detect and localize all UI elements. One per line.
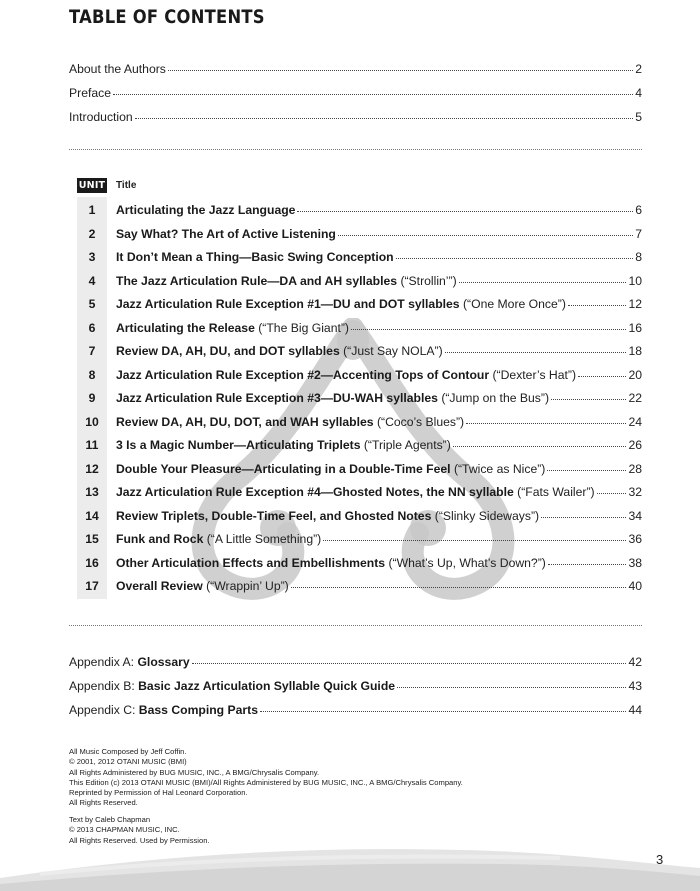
unit-song-title: (“What’s Up, What’s Down?”)	[388, 555, 546, 570]
credit-line: © 2013 CHAPMAN MUSIC, INC.	[69, 825, 180, 835]
unit-entry-title	[116, 532, 321, 546]
unit-number: 14	[85, 508, 99, 523]
leader-dots	[551, 399, 626, 400]
unit-entry-title	[116, 227, 336, 241]
unit-title: The Jazz Articulation Rule—DA and AH syllables	[116, 273, 398, 288]
unit-entry-title	[116, 415, 464, 429]
unit-number: 12	[85, 461, 99, 476]
credit-line: All Rights Reserved. Used by Permission.	[69, 835, 210, 845]
unit-title: Say What? The Art of Active Listening	[116, 226, 336, 241]
unit-entry[interactable]	[116, 321, 642, 335]
unit-entry-title	[116, 462, 545, 476]
unit-number: 8	[88, 367, 96, 382]
unit-entry[interactable]	[116, 274, 642, 288]
unit-number: 6	[88, 320, 96, 335]
unit-entry[interactable]	[116, 344, 642, 358]
toc-page-number: 32	[628, 485, 642, 499]
toc-entry-about-authors[interactable]	[69, 62, 642, 76]
leader-dots	[397, 687, 626, 688]
unit-entry-title	[116, 438, 451, 452]
leader-dots	[445, 352, 627, 353]
appendix-title: Bass Comping Parts	[138, 703, 258, 717]
unit-entry-title	[116, 368, 576, 382]
appendix-prefix: Appendix C:	[69, 703, 136, 717]
section-divider	[69, 149, 642, 150]
leader-dots	[351, 329, 626, 330]
toc-entry-appendix-b[interactable]	[69, 679, 642, 693]
leader-dots	[338, 235, 633, 236]
unit-entry[interactable]	[116, 509, 642, 523]
unit-title: Overall Review	[116, 579, 203, 593]
leader-dots	[548, 564, 627, 565]
toc-page-number: 22	[628, 391, 642, 405]
unit-entry[interactable]	[116, 556, 642, 570]
leader-dots	[547, 470, 626, 471]
toc-page-number: 18	[628, 344, 642, 358]
unit-number: 9	[88, 391, 96, 405]
toc-page-number: 36	[628, 532, 642, 546]
toc-page-number: 28	[628, 461, 642, 476]
unit-entry[interactable]	[116, 579, 642, 593]
toc-entry-title: Introduction	[69, 110, 133, 124]
unit-song-title: (“A Little Something”)	[206, 532, 322, 546]
toc-entry-appendix-a[interactable]	[69, 655, 642, 669]
unit-title: Review DA, AH, DU, and DOT syllables	[116, 344, 340, 358]
unit-entry-title	[116, 391, 549, 405]
music-credits	[69, 747, 463, 809]
unit-entry[interactable]	[116, 368, 642, 382]
toc-page-number: 44	[628, 703, 642, 717]
unit-title: Jazz Articulation Rule Exception #4—Ghosted Notes, the NN syllable	[116, 485, 514, 499]
leader-dots	[597, 493, 627, 494]
unit-number: 5	[88, 297, 96, 311]
unit-number: 4	[88, 273, 96, 288]
toc-entry-introduction[interactable]	[69, 110, 642, 124]
unit-song-title: (“Triple Agents”)	[363, 438, 451, 452]
unit-number: 1	[88, 203, 96, 217]
toc-page-number: 42	[628, 655, 642, 669]
unit-entry[interactable]	[116, 415, 642, 429]
section-divider	[69, 625, 642, 626]
leader-dots	[541, 517, 626, 518]
appendix-prefix: Appendix B:	[69, 679, 135, 693]
unit-number: 17	[85, 579, 99, 593]
unit-entry[interactable]	[116, 438, 642, 452]
toc-page-number: 16	[628, 320, 642, 335]
unit-number: 11	[85, 438, 99, 452]
toc-entry-appendix-c[interactable]	[69, 703, 642, 717]
toc-page-number: 34	[628, 508, 642, 523]
leader-dots	[453, 446, 627, 447]
leader-dots	[578, 376, 626, 377]
toc-page-number: 38	[628, 555, 642, 570]
unit-entry-title	[116, 250, 394, 264]
leader-dots	[323, 540, 626, 541]
toc-page-number: 5	[635, 110, 642, 124]
unit-number: 10	[85, 414, 99, 429]
toc-page-number: 24	[628, 414, 642, 429]
unit-title: Jazz Articulation Rule Exception #3—DU-WAH syllables	[116, 391, 438, 405]
unit-entry-title	[116, 297, 566, 311]
unit-song-title: (“Strollin’”)	[400, 273, 457, 288]
toc-page-number: 6	[635, 203, 642, 217]
unit-number: 3	[88, 250, 96, 264]
unit-entry[interactable]	[116, 203, 642, 217]
unit-title: Double Your Pleasure—Articulating in a Double-Time Feel	[116, 461, 451, 476]
leader-dots	[297, 211, 633, 212]
unit-entry[interactable]	[116, 250, 642, 264]
unit-song-title: (“Fats Wailer”)	[517, 485, 595, 499]
credit-line: All Rights Administered by BUG MUSIC, INC., A BMG/Chrysalis Company.	[69, 767, 320, 777]
toc-page-number: 43	[628, 679, 642, 693]
credit-line: All Rights Reserved.	[69, 798, 138, 808]
unit-number: 13	[85, 485, 99, 499]
unit-entry-title	[116, 579, 289, 593]
credit-line: Reprinted by Permission of Hal Leonard Corporation.	[69, 788, 248, 798]
unit-entry[interactable]	[116, 227, 642, 241]
unit-title: Articulating the Jazz Language	[116, 203, 296, 217]
unit-entry-title	[116, 485, 595, 499]
unit-entry-title	[116, 509, 539, 523]
unit-song-title: (“Jump on the Bus”)	[441, 391, 550, 405]
unit-entry-title	[116, 321, 349, 335]
toc-entry-preface[interactable]	[69, 86, 642, 100]
unit-title: Jazz Articulation Rule Exception #2—Accenting Tops of Contour	[116, 367, 490, 382]
leader-dots	[459, 282, 627, 283]
credit-line: This Edition (c) 2013 OTANI MUSIC (BMI)/All Rights Administered by BUG MUSIC, INC., A BMG/Chrysalis Company.	[69, 777, 463, 787]
toc-page-number: 10	[628, 273, 642, 288]
brush-stroke-decoration	[0, 835, 700, 891]
unit-song-title: (“One More Once”)	[462, 297, 566, 311]
leader-dots	[168, 70, 633, 71]
leader-dots	[568, 305, 627, 306]
unit-title: Funk and Rock	[116, 532, 204, 546]
unit-column-badge: UNIT	[78, 180, 106, 191]
toc-entry-title: About the Authors	[69, 62, 166, 76]
toc-page-number: 4	[635, 86, 642, 100]
leader-dots	[192, 663, 627, 664]
page-number: 3	[656, 852, 664, 867]
unit-entry-title	[116, 274, 457, 288]
credit-line: © 2001, 2012 OTANI MUSIC (BMI)	[69, 757, 187, 767]
toc-page-number: 20	[628, 367, 642, 382]
unit-song-title: (“Slinky Sideways”)	[434, 508, 540, 523]
toc-page-number: 7	[635, 226, 642, 241]
unit-number: 7	[88, 344, 96, 358]
toc-page-number: 8	[635, 250, 642, 264]
leader-dots	[113, 94, 633, 95]
unit-song-title: (“Coco’s Blues”)	[376, 414, 465, 429]
toc-entry-title	[69, 703, 258, 717]
unit-entry[interactable]	[116, 462, 642, 476]
appendix-prefix: Appendix A:	[69, 655, 135, 669]
unit-entry-title	[116, 344, 443, 358]
unit-title: It Don’t Mean a Thing—Basic Swing Conception	[116, 250, 394, 264]
toc-page-number: 12	[628, 297, 642, 311]
unit-title: 3 Is a Magic Number—Articulating Triplets	[116, 438, 361, 452]
toc-entry-title	[69, 679, 395, 693]
unit-title: Other Articulation Effects and Embellishments	[116, 555, 386, 570]
unit-entry[interactable]	[116, 297, 642, 311]
appendix-title: Basic Jazz Articulation Syllable Quick Guide	[138, 679, 396, 693]
toc-page-number: 2	[635, 62, 642, 76]
credit-line: Text by Caleb Chapman	[69, 815, 151, 824]
title-column-header: Title	[116, 180, 137, 191]
unit-title: Jazz Articulation Rule Exception #1—DU and DOT syllables	[116, 297, 460, 311]
unit-title: Review DA, AH, DU, DOT, and WAH syllables	[116, 414, 374, 429]
unit-entry[interactable]	[116, 391, 642, 405]
unit-number: 16	[85, 555, 99, 570]
toc-entry-title	[69, 655, 190, 669]
leader-dots	[260, 711, 626, 712]
unit-number: 15	[85, 532, 99, 546]
toc-page-number: 40	[628, 579, 642, 593]
page-title: TABLE OF CONTENTS	[69, 6, 265, 28]
unit-entry-title	[116, 203, 295, 217]
appendix-title: Glossary	[137, 655, 190, 669]
toc-entry-title: Preface	[69, 86, 112, 100]
toc-page-number: 26	[628, 438, 642, 452]
unit-entry[interactable]	[116, 532, 642, 546]
unit-song-title: (“Twice as Nice”)	[453, 461, 546, 476]
unit-song-title: (“Just Say NOLA”)	[343, 344, 443, 358]
leader-dots	[396, 258, 634, 259]
unit-song-title: (“Dexter’s Hat”)	[492, 367, 577, 382]
credit-line: All Music Composed by Jeff Coffin.	[69, 747, 187, 756]
unit-entry-title	[116, 556, 546, 570]
unit-number: 2	[88, 226, 96, 241]
leader-dots	[466, 423, 626, 424]
leader-dots	[291, 587, 627, 588]
unit-song-title: (“Wrappin’ Up”)	[206, 579, 289, 593]
unit-title: Review Triplets, Double-Time Feel, and Ghosted Notes	[116, 508, 432, 523]
unit-entry[interactable]	[116, 485, 642, 499]
unit-song-title: (“The Big Giant”)	[258, 320, 349, 335]
unit-title: Articulating the Release	[116, 320, 255, 335]
leader-dots	[135, 118, 634, 119]
